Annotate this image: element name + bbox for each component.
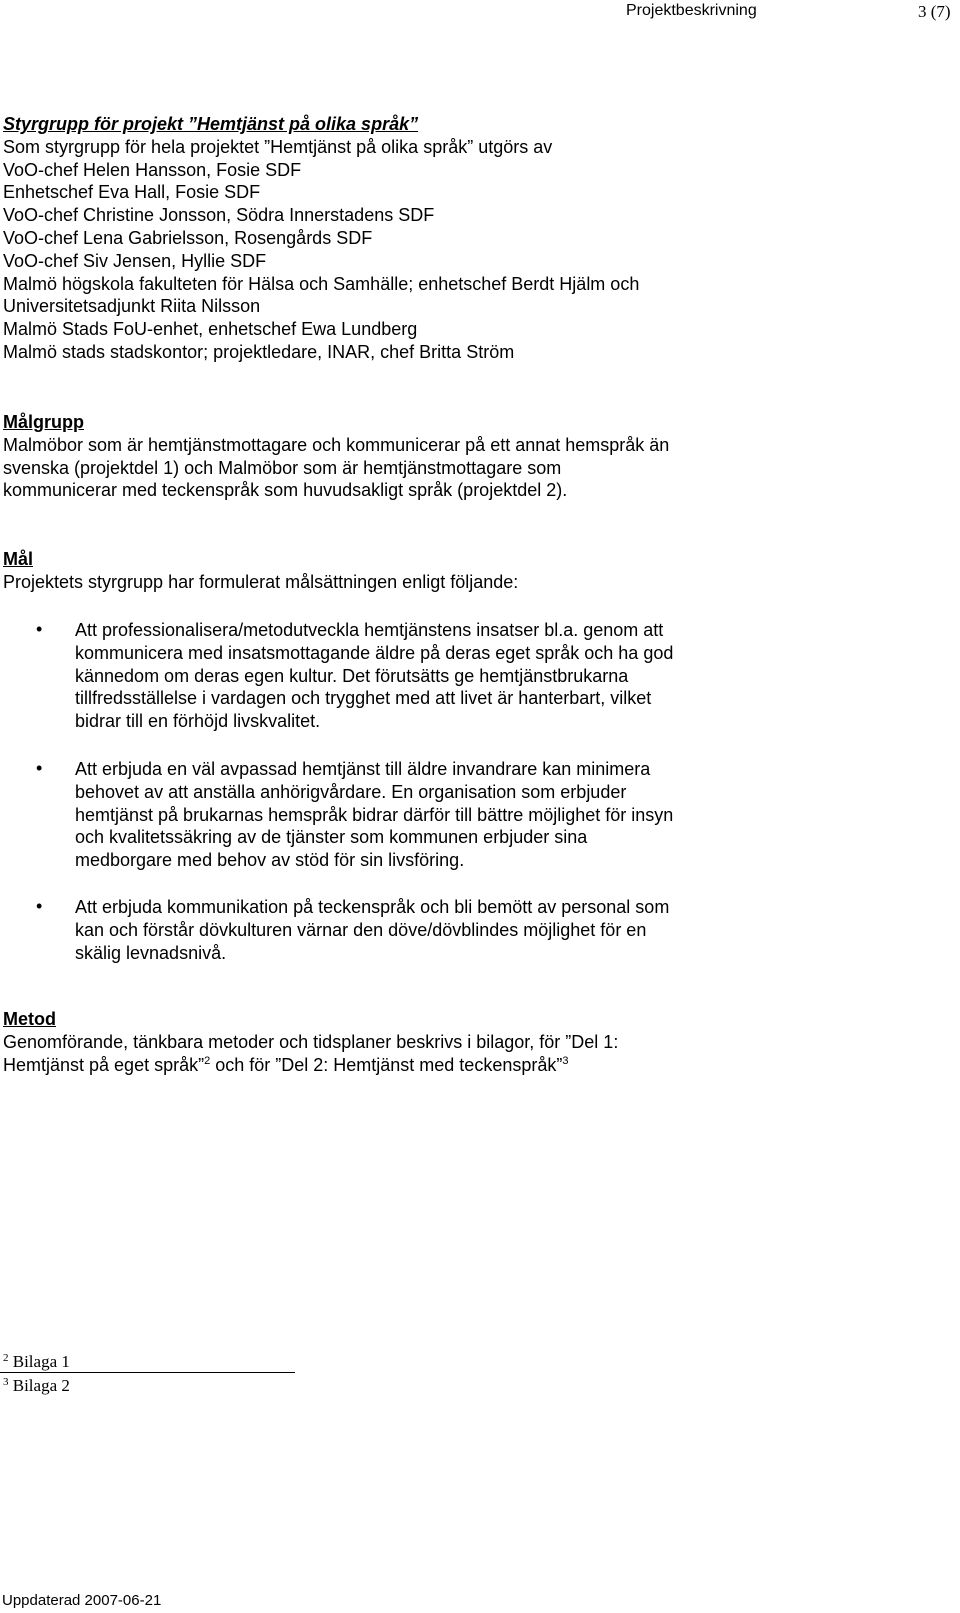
- malgrupp-heading: Målgrupp: [3, 412, 84, 432]
- page-number: 3 (7): [918, 2, 951, 21]
- footnote: [3, 1376, 70, 1396]
- bullet-line: medborgare med behov av stöd för sin livsföring.: [75, 850, 465, 871]
- styrgrupp-line: Malmö Stads FoU-enhet, enhetschef Ewa Lundberg: [3, 319, 418, 340]
- footnote-text: Bilaga 2: [8, 1376, 70, 1395]
- bullet-line: hemtjänst på brukarnas hemspråk bidrar därför till bättre möjlighet för insyn: [75, 804, 674, 825]
- styrgrupp-line: Malmö högskola fakulteten för Hälsa och Samhälle; enhetschef Berdt Hjälm och: [3, 273, 640, 294]
- bullet-line: bidrar till en förhöjd livskvalitet.: [75, 711, 321, 732]
- metod-line: Genomförande, tänkbara metoder och tidsplaner beskrivs i bilagor, för ”Del 1:: [3, 1031, 619, 1052]
- styrgrupp-line: Som styrgrupp för hela projektet ”Hemtjänst på olika språk” utgörs av: [3, 136, 553, 157]
- footnote-ref[interactable]: 2: [204, 1054, 211, 1067]
- styrgrupp-line: Malmö stads stadskontor; projektledare, INAR, chef Britta Ström: [3, 341, 515, 362]
- footnote-divider: [0, 1372, 295, 1373]
- bullet-icon: •: [36, 758, 43, 778]
- styrgrupp-line: VoO-chef Siv Jensen, Hyllie SDF: [3, 250, 267, 271]
- metod-text: och för ”Del 2: Hemtjänst med teckenspråk”: [210, 1054, 563, 1075]
- styrgrupp-line: VoO-chef Christine Jonsson, Södra Innerstadens SDF: [3, 205, 435, 226]
- bullet-line: Att erbjuda kommunikation på teckenspråk och bli bemött av personal som: [75, 897, 670, 917]
- malgrupp-line: svenska (projektdel 1) och Malmöbor som är hemtjänstmottagare som: [3, 457, 562, 478]
- bullet-line: kan och förstår dövkulturen värnar den döve/dövblindes möjlighet för en: [75, 919, 647, 940]
- styrgrupp-heading: Styrgrupp för projekt ”Hemtjänst på olika språk”: [3, 114, 419, 134]
- bullet-line: kännedom om deras egen kultur. Det förutsätts ge hemtjänstbrukarna: [75, 665, 629, 686]
- styrgrupp-line: Enhetschef Eva Hall, Fosie SDF: [3, 182, 261, 203]
- footnote: [3, 1352, 70, 1372]
- metod-section: [3, 1008, 618, 1076]
- bullet-item: [75, 758, 673, 872]
- metod-line: [3, 1054, 618, 1077]
- bullet-line: skälig levnadsnivå.: [75, 942, 227, 963]
- malgrupp-line: Malmöbor som är hemtjänstmottagare och kommunicerar på ett annat hemspråk än: [3, 434, 670, 455]
- malgrupp-line: kommunicerar med teckenspråk som huvudsakligt språk (projektdel 2).: [3, 480, 568, 501]
- bullet-line: Att professionalisera/metodutveckla hemtjänstens insatser bl.a. genom att: [75, 620, 664, 640]
- updated-date: Uppdaterad 2007-06-21: [2, 1592, 162, 1609]
- mal-intro: Projektets styrgrupp har formulerat målsättningen enligt följande:: [3, 571, 519, 592]
- footnote-ref[interactable]: 3: [562, 1054, 569, 1067]
- metod-heading: Metod: [3, 1009, 56, 1029]
- bullet-line: behovet av att anställa anhörigvårdare. En organisation som erbjuder: [75, 781, 627, 802]
- styrgrupp-line: VoO-chef Helen Hansson, Fosie SDF: [3, 159, 302, 180]
- mal-section: [3, 548, 518, 594]
- bullet-icon: •: [36, 619, 43, 639]
- styrgrupp-line: VoO-chef Lena Gabrielsson, Rosengårds SDF: [3, 227, 373, 248]
- footnote-number: 2: [3, 1352, 9, 1364]
- bullet-line: Att erbjuda en väl avpassad hemtjänst till äldre invandrare kan minimera: [75, 759, 651, 779]
- styrgrupp-section: [3, 113, 639, 364]
- malgrupp-section: [3, 411, 669, 502]
- bullet-item: [75, 896, 669, 964]
- footnote-number: 3: [3, 1376, 9, 1388]
- bullet-line: kommunicera med insatsmottagande äldre på deras eget språk och ha god: [75, 642, 674, 663]
- bullet-icon: •: [36, 896, 43, 916]
- bullet-line: tillfredsställelse i vardagen och trygghet med att livet är hanterbart, vilket: [75, 688, 652, 709]
- mal-heading: Mål: [3, 549, 34, 569]
- footnote-text: Bilaga 1: [8, 1352, 70, 1371]
- document-title: Projektbeskrivning: [626, 2, 757, 19]
- bullet-line: och kvalitetssäkring av de tjänster som kommunen erbjuder sina: [75, 827, 588, 848]
- styrgrupp-line: Universitetsadjunkt Riita Nilsson: [3, 296, 261, 317]
- bullet-item: [75, 619, 673, 733]
- metod-text: Hemtjänst på eget språk”: [3, 1054, 205, 1075]
